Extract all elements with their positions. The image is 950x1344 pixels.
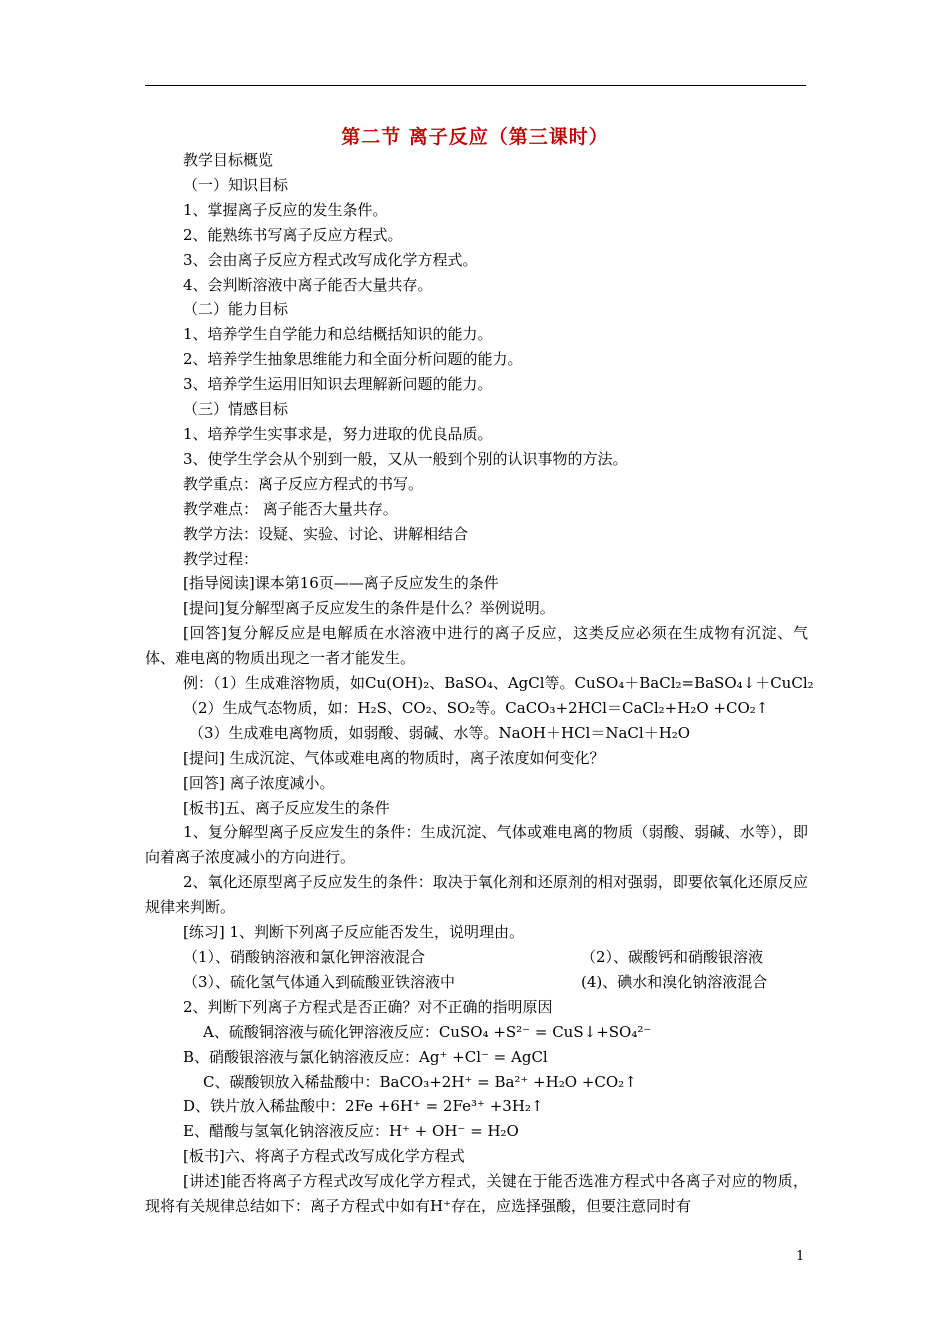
exercise-item: （3）、硫化氢气体通入到硫酸亚铁溶液中 [183, 972, 456, 991]
text-line: B、硝酸银溶液与氯化钠溶液反应：Ag⁺ +Cl⁻ = AgCl [183, 1047, 548, 1066]
exercise-item: （2）、碳酸钙和硝酸银溶液 [581, 948, 764, 966]
text-line: 教学方法：设疑、实验、讨论、讲解相结合 [183, 524, 469, 543]
text-line: 教学难点： 离子能否大量共存。 [183, 499, 398, 518]
text-paragraph: 2、氧化还原型离子反应发生的条件：取决于氧化剂和还原剂的相对强弱，即要依氧化还原反应规律来判断。 [145, 873, 808, 917]
text-line: [练习] 1、判断下列离子反应能否发生，说明理由。 [183, 923, 525, 942]
text-line: 2、判断下列离子方程式是否正确？对不正确的指明原因 [183, 997, 553, 1016]
text-line: （2）生成气态物质，如：H₂S、CO₂、SO₂等。CaCO₃+2HCl＝CaCl₂+H₂O +CO₂↑ [183, 698, 769, 717]
text-line: A、硫酸铜溶液与硫化钾溶液反应：CuSO₄ +S²⁻ = CuS↓+SO₄²⁻ [203, 1022, 652, 1041]
text-line: E、醋酸与氢氧化钠溶液反应：H⁺ + OH⁻ = H₂O [183, 1122, 519, 1141]
text-line: [提问]复分解型离子反应发生的条件是什么？举例说明。 [183, 599, 555, 618]
text-line: [回答] 离子浓度减小。 [183, 773, 335, 792]
header-rule [145, 85, 806, 86]
text-line: 教学重点：离子反应方程式的书写。 [183, 474, 424, 493]
text-paragraph: [回答]复分解反应是电解质在水溶液中进行的离子反应，这类反应必须在生成物有沉淀、气体、难电离的物质出现之一者才能发生。 [145, 624, 808, 668]
text-line: 1、培养学生自学能力和总结概括知识的能力。 [183, 325, 493, 344]
text-line: 3、会由离子反应方程式改写成化学方程式。 [183, 250, 478, 269]
exercise-item: （1）、硝酸钠溶液和氯化钾溶液混合 [183, 948, 426, 966]
page-number: 1 [796, 1249, 805, 1264]
text-line: 1、培养学生实事求是，努力进取的优良品质。 [183, 424, 493, 443]
page-title: 第二节 离子反应（第三课时） [341, 126, 609, 148]
text-line: 教学目标概览 [183, 151, 274, 169]
text-line: 1、掌握离子反应的发生条件。 [183, 200, 388, 219]
text-line: [板书]五、离子反应发生的条件 [183, 798, 390, 817]
exercise-item: (4)、碘水和溴化钠溶液混合 [581, 972, 768, 991]
text-line: [指导阅读]课本第16页——离子反应发生的条件 [183, 574, 499, 593]
text-line: [提问] 生成沉淀、气体或难电离的物质时，离子浓度如何变化？ [183, 748, 605, 767]
text-line: 4、会判断溶液中离子能否大量共存。 [183, 275, 433, 294]
text-line: （3）生成难电离物质，如弱酸、弱碱、水等。NaOH＋HCl＝NaCl＋H₂O [189, 723, 691, 742]
text-line: （三）情感目标 [183, 400, 289, 419]
text-line: 3、培养学生运用旧知识去理解新问题的能力。 [183, 375, 493, 394]
text-line: C、碳酸钡放入稀盐酸中：BaCO₃+2H⁺ = Ba²⁺ +H₂O +CO₂↑ [203, 1072, 637, 1091]
text-line: （一）知识目标 [183, 175, 289, 194]
text-line: 2、能熟练书写离子反应方程式。 [183, 225, 403, 244]
text-line: 例：（1）生成难溶物质，如Cu(OH)₂、BaSO₄、AgCl等。CuSO₄＋BaCl₂=BaSO₄↓＋CuCl₂ [183, 674, 814, 693]
exercise-row [145, 945, 808, 970]
exercise-row [145, 970, 808, 995]
text-line: 3、使学生学会从个别到一般，又从一般到个别的认识事物的方法。 [183, 449, 628, 468]
text-line: 2、培养学生抽象思维能力和全面分析问题的能力。 [183, 350, 523, 369]
document-body [145, 148, 814, 1219]
text-line: 教学过程： [183, 549, 259, 568]
text-paragraph: [讲述]能否将离子方程式改写成化学方程式，关键在于能否选准方程式中各离子对应的物质，现将有关规律总结如下：离子方程式中如有H⁺存在，应选择强酸，但要注意同时有 [145, 1172, 808, 1216]
text-line: D、铁片放入稀盐酸中：2Fe +6H⁺ = 2Fe³⁺ +3H₂↑ [183, 1097, 544, 1116]
text-line: （二）能力目标 [183, 300, 289, 319]
text-line: [板书]六、将离子方程式改写成化学方程式 [183, 1147, 465, 1166]
text-paragraph: 1、复分解型离子反应发生的条件：生成沉淀、气体或难电离的物质（弱酸、弱碱、水等），即向着离子浓度减小的方向进行。 [145, 823, 808, 867]
